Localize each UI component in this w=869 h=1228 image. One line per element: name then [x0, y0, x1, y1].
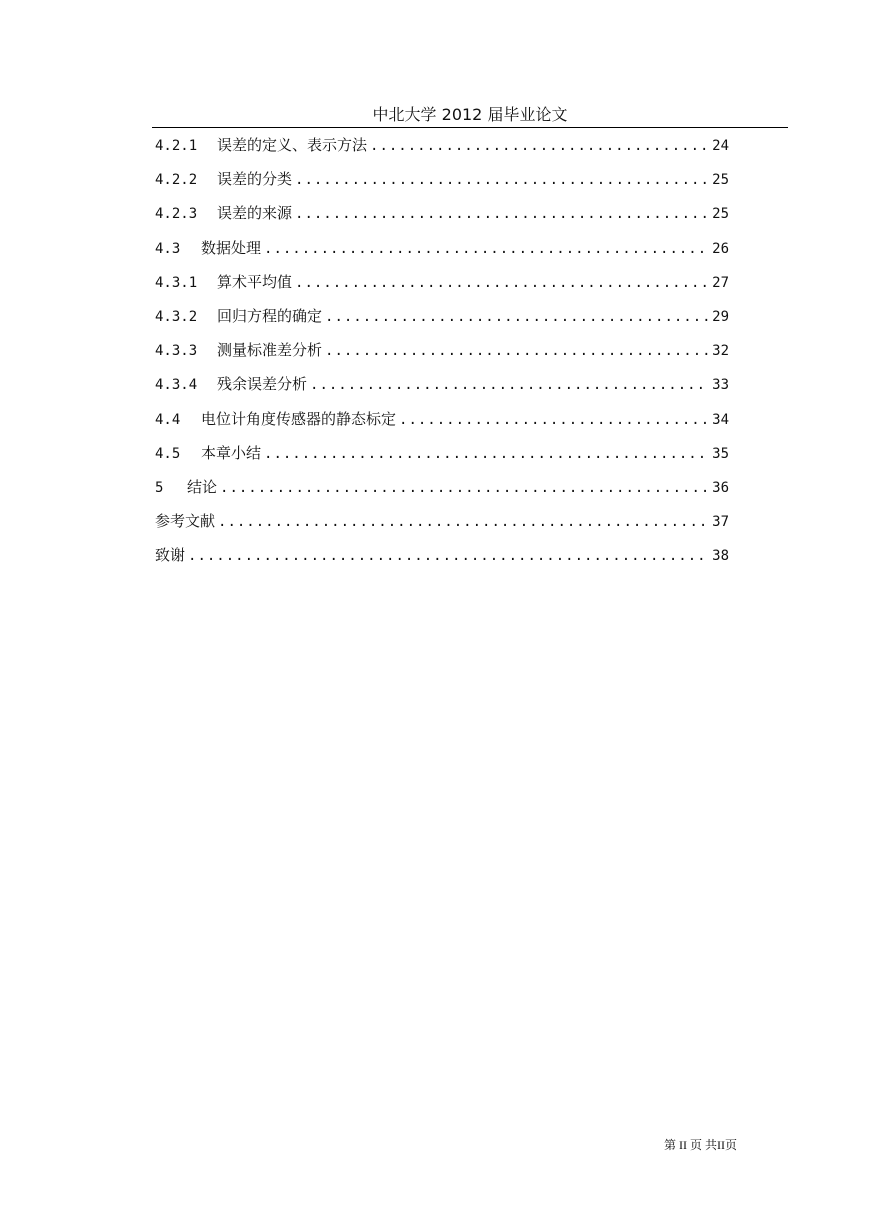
header-rule: [152, 127, 788, 128]
toc-entry-page: 24: [712, 138, 729, 154]
toc-entry[interactable]: [155, 544, 729, 578]
toc-entry-page: 27: [712, 274, 729, 291]
toc-dot-leader: [325, 306, 709, 328]
toc-entry[interactable]: [155, 510, 729, 544]
toc-entry-page: 25: [712, 206, 729, 223]
toc-entry-number: 4.3.4: [155, 377, 198, 394]
toc-dot-leader: [295, 169, 709, 191]
toc-entry[interactable]: [155, 168, 729, 202]
toc-entry-page: 26: [712, 240, 729, 257]
toc-entry-title: 残余误差分析: [217, 375, 308, 394]
toc-entry-page: 37: [712, 514, 729, 531]
toc-dot-leader: [399, 409, 709, 431]
page-footer: 第 II 页 共II页: [664, 1138, 737, 1152]
toc-entry-number: 4.3: [155, 240, 181, 257]
toc-dot-leader: [310, 374, 709, 396]
toc-dot-leader: [220, 477, 709, 499]
toc-entry-number: 4.3.1: [155, 274, 198, 291]
toc-entry-number: 4.4: [155, 411, 181, 428]
toc-entry[interactable]: [155, 202, 729, 236]
toc-dot-leader: [295, 203, 709, 225]
toc-dot-leader: [188, 545, 709, 567]
toc-entry-title: 算术平均值: [217, 272, 293, 291]
toc-dot-leader: [218, 511, 709, 533]
toc-dot-leader: [264, 238, 709, 260]
toc-entry[interactable]: [155, 442, 729, 476]
toc-entry-title: 测量标准差分析: [217, 341, 323, 360]
toc-entry[interactable]: [155, 373, 729, 407]
toc-entry[interactable]: [155, 271, 729, 305]
toc-entry-title: 误差的来源: [217, 204, 293, 223]
page-header-title: 中北大学 2012 届毕业论文: [372, 105, 568, 124]
toc-entry-title: 参考文献: [155, 512, 216, 531]
toc-dot-leader: [370, 135, 709, 157]
toc-entry-page: 32: [712, 343, 729, 360]
toc-entry[interactable]: [155, 339, 729, 373]
toc-entry-title: 误差的分类: [217, 170, 293, 189]
table-of-contents: [155, 134, 729, 578]
toc-dot-leader: [264, 443, 709, 465]
toc-entry-page: 35: [712, 445, 729, 462]
toc-entry-title: 本章小结: [201, 443, 262, 462]
toc-entry-number: 4.2.3: [155, 206, 198, 223]
toc-entry-title: 结论: [187, 477, 218, 496]
toc-entry-page: 25: [712, 172, 729, 189]
toc-entry[interactable]: [155, 305, 729, 339]
toc-entry-number: 4.3.3: [155, 343, 198, 360]
toc-entry[interactable]: [155, 237, 729, 271]
toc-entry-number: 4.3.2: [155, 308, 198, 325]
toc-dot-leader: [325, 340, 709, 362]
toc-entry-number: 5: [155, 479, 164, 496]
toc-entry-page: 33: [712, 377, 729, 394]
toc-entry-title: 数据处理: [201, 238, 262, 257]
toc-entry[interactable]: [155, 134, 729, 168]
toc-entry[interactable]: [155, 476, 729, 510]
toc-entry-title: 致谢: [155, 546, 186, 565]
toc-entry-number: 4.5: [155, 445, 181, 462]
toc-entry-title: 电位计角度传感器的静态标定: [201, 409, 397, 428]
toc-entry-number: 4.2.2: [155, 172, 198, 189]
toc-entry[interactable]: [155, 408, 729, 442]
toc-entry-page: 29: [712, 308, 729, 325]
toc-entry-page: 34: [712, 411, 729, 428]
toc-entry-title: 误差的定义、表示方法: [217, 136, 368, 154]
toc-entry-page: 38: [712, 548, 729, 565]
toc-entry-page: 36: [712, 479, 729, 496]
toc-entry-title: 回归方程的确定: [217, 306, 323, 325]
toc-entry-number: 4.2.1: [155, 138, 198, 154]
toc-dot-leader: [295, 272, 709, 294]
